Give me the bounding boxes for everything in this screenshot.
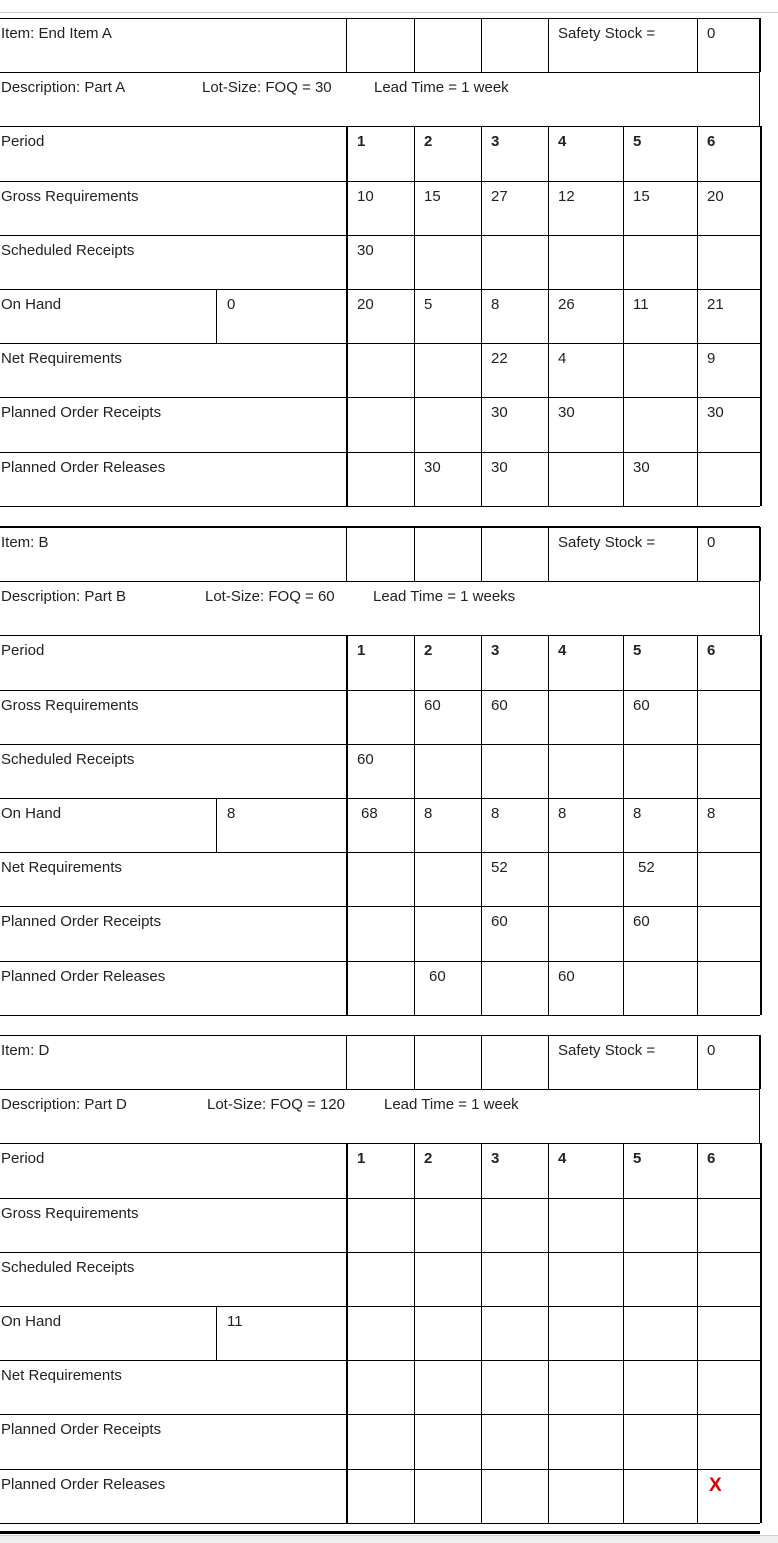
cell-border bbox=[548, 18, 549, 72]
grid-column-border bbox=[414, 635, 415, 1015]
grid-column-border bbox=[414, 126, 415, 506]
safety-stock-label: Safety Stock = bbox=[558, 25, 656, 42]
cell-value: 26 bbox=[558, 296, 575, 313]
cell-border bbox=[414, 1035, 415, 1089]
cell-border bbox=[414, 18, 415, 72]
cell-border bbox=[481, 18, 482, 72]
cell-border bbox=[697, 18, 698, 72]
row-label: Planned Order Receipts bbox=[1, 404, 162, 421]
period-number: 2 bbox=[424, 642, 433, 659]
row-divider bbox=[0, 289, 760, 290]
row-divider bbox=[0, 506, 760, 507]
cell-value: 20 bbox=[707, 188, 724, 205]
row-label: On Hand bbox=[1, 296, 62, 313]
order-release-mark: X bbox=[709, 1475, 722, 1496]
row-divider bbox=[0, 1015, 760, 1016]
grid-column-border bbox=[481, 1143, 482, 1523]
grid-column-border bbox=[346, 1143, 348, 1523]
cell-value: 60 bbox=[491, 913, 508, 930]
row-label: Gross Requirements bbox=[1, 697, 139, 714]
cell-value: 60 bbox=[633, 697, 650, 714]
safety-stock-value: 0 bbox=[707, 25, 716, 42]
row-label: On Hand bbox=[1, 805, 62, 822]
cell-value: 12 bbox=[558, 188, 575, 205]
lot-size-text: Lot-Size: FOQ = 120 bbox=[207, 1096, 345, 1113]
cell-border bbox=[759, 18, 761, 72]
row-divider bbox=[0, 18, 760, 19]
cell-border bbox=[759, 1035, 761, 1089]
cell-border bbox=[346, 1035, 347, 1089]
grid-column-border bbox=[481, 126, 482, 506]
period-number: 3 bbox=[491, 133, 500, 150]
description-text: Description: Part A bbox=[1, 79, 126, 96]
row-divider bbox=[0, 1198, 760, 1199]
cell-value: 20 bbox=[357, 296, 374, 313]
period-number: 3 bbox=[491, 642, 500, 659]
period-label: Period bbox=[1, 642, 45, 659]
grid-column-border bbox=[623, 1143, 624, 1523]
row-label: Net Requirements bbox=[1, 859, 122, 876]
grid-column-border bbox=[697, 1143, 698, 1523]
grid-column-border bbox=[548, 1143, 549, 1523]
cell-value: 10 bbox=[357, 188, 374, 205]
row-divider bbox=[0, 72, 760, 73]
period-number: 1 bbox=[357, 1150, 366, 1167]
row-label: Planned Order Receipts bbox=[1, 1421, 162, 1438]
cell-border bbox=[548, 1035, 549, 1089]
period-number: 6 bbox=[707, 1150, 716, 1167]
row-divider bbox=[0, 1035, 760, 1036]
lead-time-text: Lead Time = 1 week bbox=[374, 79, 509, 96]
cell-value: 30 bbox=[424, 459, 441, 476]
row-label: Net Requirements bbox=[1, 1367, 122, 1384]
cell-value: 30 bbox=[558, 404, 575, 421]
grid-column-border bbox=[623, 635, 624, 1015]
grid-column-border bbox=[548, 126, 549, 506]
cell-border bbox=[697, 1035, 698, 1089]
cell-value: 52 bbox=[491, 859, 508, 876]
cell-border bbox=[548, 527, 549, 581]
cell-value: 68 bbox=[361, 805, 378, 822]
cell-value: 30 bbox=[707, 404, 724, 421]
row-divider bbox=[0, 235, 760, 236]
safety-stock-label: Safety Stock = bbox=[558, 1042, 656, 1059]
safety-stock-value: 0 bbox=[707, 1042, 716, 1059]
cell-value: 60 bbox=[357, 751, 374, 768]
cell-border bbox=[697, 527, 698, 581]
table-bottom-border bbox=[0, 1531, 760, 1534]
period-number: 5 bbox=[633, 642, 642, 659]
cell-value: 11 bbox=[633, 296, 649, 313]
row-label: Scheduled Receipts bbox=[1, 751, 135, 768]
safety-stock-value: 0 bbox=[707, 534, 716, 551]
cell-value: 60 bbox=[633, 913, 650, 930]
item-label: Item: D bbox=[1, 1042, 50, 1059]
cell-border bbox=[346, 18, 347, 72]
period-number: 3 bbox=[491, 1150, 500, 1167]
grid-column-border bbox=[481, 635, 482, 1015]
cell-value: 52 bbox=[638, 859, 655, 876]
cell-value: 9 bbox=[707, 350, 716, 367]
row-label: Planned Order Releases bbox=[1, 1476, 166, 1493]
cell-value: 8 bbox=[424, 805, 433, 822]
cell-border bbox=[759, 581, 760, 635]
cell-border bbox=[759, 1089, 760, 1143]
row-divider bbox=[0, 690, 760, 691]
row-label: Gross Requirements bbox=[1, 1205, 139, 1222]
grid-column-border bbox=[346, 635, 348, 1015]
cell-value: 30 bbox=[491, 459, 508, 476]
cell-value: 30 bbox=[491, 404, 508, 421]
row-label: Scheduled Receipts bbox=[1, 1259, 135, 1276]
cell-value: 8 bbox=[707, 805, 716, 822]
grid-column-border bbox=[697, 635, 698, 1015]
cell-value: 60 bbox=[491, 697, 508, 714]
lot-size-text: Lot-Size: FOQ = 30 bbox=[202, 79, 332, 96]
cell-border bbox=[481, 1035, 482, 1089]
row-divider bbox=[0, 1523, 760, 1524]
grid-column-border bbox=[760, 126, 762, 506]
row-divider bbox=[0, 1414, 760, 1415]
cell-value: 21 bbox=[707, 296, 724, 313]
period-number: 2 bbox=[424, 133, 433, 150]
cell-border bbox=[759, 527, 761, 581]
row-label: Planned Order Releases bbox=[1, 459, 166, 476]
row-divider bbox=[0, 1360, 760, 1361]
row-divider bbox=[0, 1252, 760, 1253]
on-hand-initial: 8 bbox=[227, 805, 236, 822]
row-divider bbox=[0, 1143, 760, 1144]
grid-column-border bbox=[697, 126, 698, 506]
cell-border bbox=[481, 527, 482, 581]
row-label: On Hand bbox=[1, 1313, 62, 1330]
row-divider bbox=[0, 181, 760, 182]
row-divider bbox=[0, 126, 760, 127]
grid-column-border bbox=[760, 1143, 762, 1523]
cell-border bbox=[216, 798, 217, 852]
on-hand-initial: 11 bbox=[227, 1313, 243, 1330]
row-divider bbox=[0, 906, 760, 907]
cell-value: 5 bbox=[424, 296, 433, 313]
description-text: Description: Part B bbox=[1, 588, 127, 605]
grid-column-border bbox=[548, 635, 549, 1015]
grid-column-border bbox=[414, 1143, 415, 1523]
item-label: Item: B bbox=[1, 534, 49, 551]
row-divider bbox=[0, 452, 760, 453]
lead-time-text: Lead Time = 1 week bbox=[384, 1096, 519, 1113]
period-label: Period bbox=[1, 133, 45, 150]
cell-value: 60 bbox=[429, 968, 446, 985]
cell-value: 30 bbox=[357, 242, 374, 259]
cell-border bbox=[759, 72, 760, 126]
period-number: 6 bbox=[707, 133, 716, 150]
period-number: 6 bbox=[707, 642, 716, 659]
row-label: Net Requirements bbox=[1, 350, 122, 367]
row-divider bbox=[0, 961, 760, 962]
row-divider bbox=[0, 852, 760, 853]
cell-value: 8 bbox=[633, 805, 642, 822]
cell-border bbox=[346, 527, 347, 581]
page-top-border bbox=[0, 12, 778, 13]
period-label: Period bbox=[1, 1150, 45, 1167]
cell-value: 8 bbox=[491, 296, 500, 313]
row-divider bbox=[0, 343, 760, 344]
period-number: 5 bbox=[633, 133, 642, 150]
cell-value: 4 bbox=[558, 350, 567, 367]
period-number: 5 bbox=[633, 1150, 642, 1167]
period-number: 4 bbox=[558, 1150, 567, 1167]
cell-value: 60 bbox=[558, 968, 575, 985]
on-hand-initial: 0 bbox=[227, 296, 236, 313]
cell-value: 27 bbox=[491, 188, 508, 205]
period-number: 2 bbox=[424, 1150, 433, 1167]
grid-column-border bbox=[760, 635, 762, 1015]
row-divider bbox=[0, 744, 760, 745]
row-divider bbox=[0, 397, 760, 398]
period-number: 1 bbox=[357, 642, 366, 659]
cell-value: 60 bbox=[424, 697, 441, 714]
row-divider bbox=[0, 635, 760, 636]
cell-border bbox=[414, 527, 415, 581]
row-label: Planned Order Releases bbox=[1, 968, 166, 985]
period-number: 1 bbox=[357, 133, 366, 150]
row-label: Gross Requirements bbox=[1, 188, 139, 205]
row-label: Planned Order Receipts bbox=[1, 913, 162, 930]
row-divider bbox=[0, 581, 760, 582]
cell-border bbox=[216, 1306, 217, 1360]
row-divider bbox=[0, 527, 760, 528]
cell-border bbox=[216, 289, 217, 343]
grid-column-border bbox=[623, 126, 624, 506]
safety-stock-label: Safety Stock = bbox=[558, 534, 656, 551]
cell-value: 8 bbox=[558, 805, 567, 822]
cell-value: 15 bbox=[424, 188, 441, 205]
lead-time-text: Lead Time = 1 weeks bbox=[373, 588, 516, 605]
grid-column-border bbox=[346, 126, 348, 506]
description-text: Description: Part D bbox=[1, 1096, 127, 1113]
item-label: Item: End Item A bbox=[1, 25, 112, 42]
row-divider bbox=[0, 1089, 760, 1090]
row-divider bbox=[0, 1469, 760, 1470]
lot-size-text: Lot-Size: FOQ = 60 bbox=[205, 588, 335, 605]
row-label: Scheduled Receipts bbox=[1, 242, 135, 259]
cell-value: 30 bbox=[633, 459, 650, 476]
row-divider bbox=[0, 798, 760, 799]
cell-value: 15 bbox=[633, 188, 650, 205]
row-divider bbox=[0, 1306, 760, 1307]
cell-value: 8 bbox=[491, 805, 500, 822]
period-number: 4 bbox=[558, 642, 567, 659]
period-number: 4 bbox=[558, 133, 567, 150]
cell-value: 22 bbox=[491, 350, 508, 367]
